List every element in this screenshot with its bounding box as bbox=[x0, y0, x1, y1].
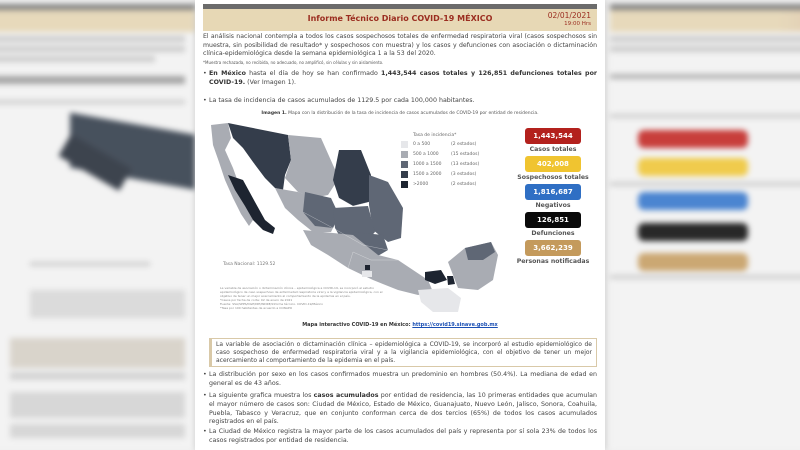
bullet-cdmx-share: • La Ciudad de México registra la mayor parte de los casos acumulados del país y representa por sí sola 23% de todos los casos registrados por entidad de residencia. bbox=[209, 428, 597, 446]
state-morelos bbox=[362, 271, 372, 277]
stat-suspected: 402,008 Sospechosos totales bbox=[507, 156, 599, 181]
intro-footnote: *Muestra rechazada, no recibida, no adecuado, no amplificó, sin células y sin aislamiento. bbox=[203, 60, 384, 65]
legend-swatch bbox=[401, 161, 408, 168]
interactive-map-link[interactable]: https://covid19.sinave.gob.mx bbox=[412, 322, 498, 328]
state-chihuahua bbox=[285, 135, 339, 198]
state-coahuila bbox=[333, 150, 371, 206]
figure-caption: Imagen 1. Mapa con la distribución de la tasa de incidencia de casos acumulados de COVID-19 por entidad de residencia. bbox=[261, 111, 539, 116]
report-page bbox=[195, 0, 605, 450]
legend-row: 0 a 500 (2 estados) bbox=[401, 139, 496, 149]
legend-swatch bbox=[401, 181, 408, 188]
legend-row: >2000 (2 estados) bbox=[401, 179, 496, 189]
bullet-sex-distribution: • La distribución por sexo en los casos confirmados muestra un predominio en hombres (50.4%). La mediana de edad en general es de 43 años. bbox=[209, 371, 597, 389]
national-rate-label: Tasa Nacional: 1129.52 bbox=[223, 262, 276, 267]
legend-row: 1500 a 2000 (3 estados) bbox=[401, 169, 496, 179]
legend-swatch bbox=[401, 171, 408, 178]
stat-notified: 3,662,239 Personas notificadas bbox=[507, 240, 599, 265]
legend-row: 500 a 1000 (15 estados) bbox=[401, 149, 496, 159]
bullet-incidence-rate: • La tasa de incidencia de casos acumulados de 1129.5 por cada 100,000 habitantes. bbox=[209, 97, 597, 106]
state-baja-california-sur bbox=[228, 175, 275, 234]
state-campeche-fragment bbox=[447, 276, 455, 285]
bullet-confirmed-cases: • En México hasta el día de hoy se han confirmado 1,443,544 casos totales y 126,851 defunciones totales por COVID-19. (Ver Imagen 1). bbox=[209, 70, 597, 88]
note-box: La variable de asociación o dictaminación clínica – epidemiológica a COVID-19, se incorporó al estudio epidemiológico de caso sospechoso de enfermedad respiratoria viral y a la vigilancia epidemiológica, con el objetivo de tener un mejor acercamiento al comportamiento de la epidemia en el país. bbox=[209, 338, 597, 367]
report-title: Informe Técnico Diario COVID-19 MÉXICO bbox=[307, 14, 493, 23]
bullet-top-states: • La siguiente grafica muestra los casos acumulados por entidad de residencia, las 10 primeras entidades que acumulan el mayor número de casos son: Ciudad de México, Estado de México, Guanajuato, Nuevo León, Jalisco, Sonora, Coahuila, Puebla, Tabasco y Veracruz, que en conjunto conforman cerca de dos tercios (65%) de todos los casos acumulados registrados en el país. bbox=[209, 392, 597, 427]
stat-negatives: 1,816,687 Negativos bbox=[507, 184, 599, 209]
legend-title: Tasa de incidencia* bbox=[413, 133, 457, 138]
intro-paragraph: El análisis nacional contempla a todos los casos sospechosos totales de enfermedad respiratoria viral (casos sospechosos sin muestra, sin posibilidad de resultado* y sospechosos con muestra) y los casos y defunciones con asociación o dictaminación clínica-epidemiológica desde la semana epidemiológica 1 a la 53 del 2020. bbox=[203, 33, 597, 58]
map-notes: La variable de asociación o dictaminación clínica – epidemiológica a COVID-19, se incorporó al estudio epidemiológico de caso sospechoso de enfermedad respiratoria viral y a la vigilancia epidemiológica, con el objetivo de tener un mejor acercamiento al comportamiento de la epidemia en el país. *Casos por fecha de corte: 02 de enero de 2021 Fuente: SSA/SPPS/DGE/DIE/INDRE/Informe técnico. COVID-19/México *Tasa por 100 habitantes de acuerdo a CONAPO bbox=[220, 286, 383, 310]
state-cdmx bbox=[365, 265, 370, 270]
map-legend bbox=[401, 133, 496, 189]
report-time: 19:00 Hrs bbox=[564, 21, 591, 27]
report-date: 02/01/2021 19:00 Hrs bbox=[547, 11, 591, 27]
legend-swatch bbox=[401, 151, 408, 158]
stat-deaths: 126,851 Defunciones bbox=[507, 212, 599, 237]
blurred-background-left bbox=[0, 0, 195, 450]
state-chiapas bbox=[418, 288, 461, 312]
stat-total-cases: 1,443,544 Casos totales bbox=[507, 128, 599, 153]
blurred-background-right bbox=[610, 0, 800, 450]
legend-swatch bbox=[401, 141, 408, 148]
interactive-map-link-line: Mapa interactivo COVID-19 en México: https://covid19.sinave.gob.mx bbox=[302, 322, 498, 328]
report-header bbox=[203, 9, 597, 31]
stats-panel bbox=[507, 128, 599, 268]
legend-row: 1000 a 1500 (13 estados) bbox=[401, 159, 496, 169]
